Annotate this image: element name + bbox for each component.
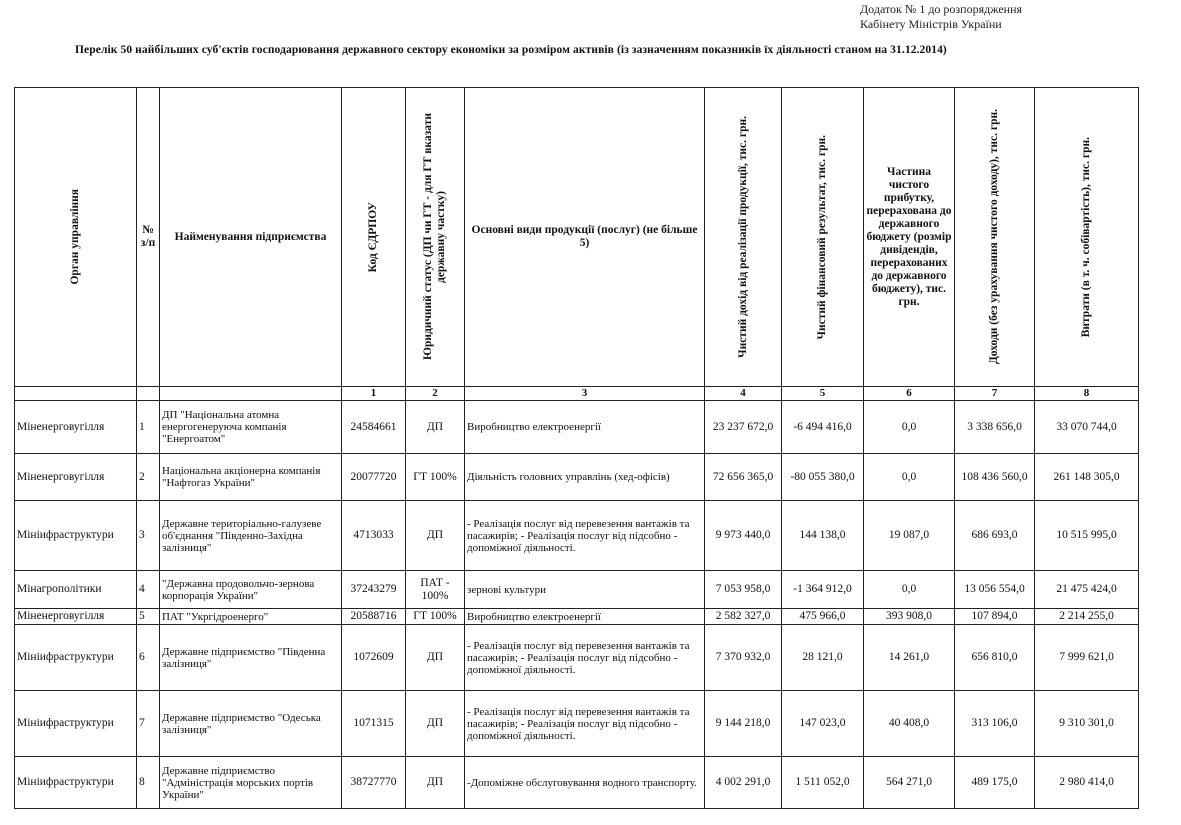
cell-net-income: 2 582 327,0 (705, 609, 782, 625)
header-net-result: Чистий фінансовий результат, тис. грн. (782, 88, 864, 387)
table-row (15, 501, 1139, 571)
header-organ: Орган управління (15, 88, 137, 387)
cell-organ: Мініифраструктури (15, 501, 137, 571)
colnum-2: 2 (406, 387, 465, 401)
document-title: Перелік 50 найбільших суб'єктів господарювання державного сектору економіки за розміром активів (із зазначенням показників їх діяльності станом на 31.12.2014) (75, 44, 947, 56)
cell-revenue: 313 106,0 (955, 691, 1035, 757)
cell-no: 5 (137, 609, 160, 625)
cell-net-income: 4 002 291,0 (705, 757, 782, 809)
cell-organ: Мінагрополітики (15, 571, 137, 609)
header-revenue: Доходи (без урахування чистого доходу), тис. грн. (955, 88, 1035, 387)
cell-expenses: 9 310 301,0 (1035, 691, 1139, 757)
cell-profit-share: 0,0 (864, 454, 955, 501)
cell-no: 7 (137, 691, 160, 757)
cell-products: - Реалізація послуг від перевезення вантажів та пасажирів; - Реалізація послуг від підсобно - допоміжної діяльності. (465, 691, 705, 757)
cell-profit-share: 0,0 (864, 571, 955, 609)
cell-expenses: 33 070 744,0 (1035, 401, 1139, 454)
cell-status: ДП (406, 757, 465, 809)
cell-no: 4 (137, 571, 160, 609)
header-name: Найменування підприємства (160, 88, 342, 387)
cell-code: 20077720 (342, 454, 406, 501)
table-row (15, 691, 1139, 757)
cell-revenue: 3 338 656,0 (955, 401, 1035, 454)
cell-profit-share: 564 271,0 (864, 757, 955, 809)
cell-organ: Міненерговугілля (15, 609, 137, 625)
cell-no: 3 (137, 501, 160, 571)
header-expenses: Витрати (в т. ч. собівартість), тис. грн. (1035, 88, 1139, 387)
annex-note (860, 2, 1022, 32)
cell-no: 2 (137, 454, 160, 501)
cell-status: ПАТ - 100% (406, 571, 465, 609)
cell-net-result: 28 121,0 (782, 625, 864, 691)
cell-status: ДП (406, 691, 465, 757)
cell-organ: Мініифраструктури (15, 691, 137, 757)
colnum-5: 5 (782, 387, 864, 401)
cell-expenses: 2 980 414,0 (1035, 757, 1139, 809)
cell-products: Виробництво електроенергії (465, 609, 705, 625)
column-numbers-row (15, 387, 1139, 401)
cell-name: Державне підприємство "Адміністрація морських портів України" (160, 757, 342, 809)
colnum-4: 4 (705, 387, 782, 401)
cell-code: 1072609 (342, 625, 406, 691)
cell-organ: Міненерговугілля (15, 401, 137, 454)
header-code: Код ЄДРПОУ (342, 88, 406, 387)
cell-organ: Мініифраструктури (15, 625, 137, 691)
cell-net-income: 72 656 365,0 (705, 454, 782, 501)
cell-revenue: 686 693,0 (955, 501, 1035, 571)
colnum-empty-2 (137, 387, 160, 401)
cell-net-result: -1 364 912,0 (782, 571, 864, 609)
cell-code: 24584661 (342, 401, 406, 454)
cell-products: -Допоміжне обслуговування водного транспорту. (465, 757, 705, 809)
cell-profit-share: 14 261,0 (864, 625, 955, 691)
table-row (15, 401, 1139, 454)
header-no: № з/п (137, 88, 160, 387)
cell-products: - Реалізація послуг від перевезення вантажів та пасажирів; - Реалізація послуг від підсобно - допоміжної діяльності. (465, 625, 705, 691)
header-row (15, 88, 1139, 387)
cell-name: "Державна продовольчо-зернова корпорація України" (160, 571, 342, 609)
cell-expenses: 7 999 621,0 (1035, 625, 1139, 691)
cell-net-income: 7 053 958,0 (705, 571, 782, 609)
annex-line-2: Кабінету Міністрів України (860, 17, 1002, 31)
colnum-empty-3 (160, 387, 342, 401)
cell-name: Державне підприємство "Південна залізниця" (160, 625, 342, 691)
cell-no: 1 (137, 401, 160, 454)
colnum-7: 7 (955, 387, 1035, 401)
cell-products: Виробництво електроенергії (465, 401, 705, 454)
cell-organ: Міненерговугілля (15, 454, 137, 501)
colnum-1: 1 (342, 387, 406, 401)
colnum-empty-1 (15, 387, 137, 401)
cell-name: ДП "Національна атомна енергогенеруюча компанія "Енергоатом" (160, 401, 342, 454)
cell-no: 6 (137, 625, 160, 691)
cell-products: - Реалізація послуг від перевезення вантажів та пасажирів; - Реалізація послуг від підсобно - допоміжної діяльності. (465, 501, 705, 571)
cell-revenue: 656 810,0 (955, 625, 1035, 691)
cell-net-result: 144 138,0 (782, 501, 864, 571)
cell-expenses: 2 214 255,0 (1035, 609, 1139, 625)
cell-net-result: 1 511 052,0 (782, 757, 864, 809)
cell-code: 4713033 (342, 501, 406, 571)
cell-code: 38727770 (342, 757, 406, 809)
cell-net-income: 7 370 932,0 (705, 625, 782, 691)
cell-profit-share: 19 087,0 (864, 501, 955, 571)
table-row (15, 757, 1139, 809)
cell-status: ГТ 100% (406, 609, 465, 625)
cell-name: Державне територіально-галузеве об'єднання "Південно-Західна залізниця" (160, 501, 342, 571)
header-net-income: Чистий дохід від реалізації продукції, тис. грн. (705, 88, 782, 387)
cell-net-income: 23 237 672,0 (705, 401, 782, 454)
cell-expenses: 10 515 995,0 (1035, 501, 1139, 571)
cell-revenue: 13 056 554,0 (955, 571, 1035, 609)
cell-net-result: 475 966,0 (782, 609, 864, 625)
cell-profit-share: 0,0 (864, 401, 955, 454)
cell-name: ПАТ "Укргідроенерго" (160, 609, 342, 625)
colnum-6: 6 (864, 387, 955, 401)
cell-profit-share: 393 908,0 (864, 609, 955, 625)
header-status: Юридичний статус (ДП чи ГТ - для ГТ вказати державну частку) (406, 88, 465, 387)
cell-code: 37243279 (342, 571, 406, 609)
cell-revenue: 108 436 560,0 (955, 454, 1035, 501)
annex-line-1: Додаток № 1 до розпорядження (860, 2, 1023, 16)
cell-net-income: 9 973 440,0 (705, 501, 782, 571)
cell-revenue: 107 894,0 (955, 609, 1035, 625)
cell-net-income: 9 144 218,0 (705, 691, 782, 757)
header-products: Основні види продукції (послуг) (не більше 5) (465, 88, 705, 387)
table-row (15, 571, 1139, 609)
cell-name: Національна акціонерна компанія "Нафтогаз України" (160, 454, 342, 501)
cell-expenses: 261 148 305,0 (1035, 454, 1139, 501)
colnum-8: 8 (1035, 387, 1139, 401)
cell-products: Діяльність головних управлінь (хед-офісів) (465, 454, 705, 501)
table-row (15, 609, 1139, 625)
cell-status: ДП (406, 625, 465, 691)
cell-status: ДП (406, 501, 465, 571)
colnum-3: 3 (465, 387, 705, 401)
header-profit-share: Частина чистого прибутку, перерахована до державного бюджету (розмір дивідендів, перерахованих до державного бюджету), тис. грн. (864, 88, 955, 387)
cell-code: 20588716 (342, 609, 406, 625)
cell-name: Державне підприємство "Одеська залізниця" (160, 691, 342, 757)
cell-revenue: 489 175,0 (955, 757, 1035, 809)
cell-net-result: 147 023,0 (782, 691, 864, 757)
cell-status: ГТ 100% (406, 454, 465, 501)
table-row (15, 625, 1139, 691)
cell-net-result: -80 055 380,0 (782, 454, 864, 501)
table-row (15, 454, 1139, 501)
cell-code: 1071315 (342, 691, 406, 757)
cell-expenses: 21 475 424,0 (1035, 571, 1139, 609)
cell-net-result: -6 494 416,0 (782, 401, 864, 454)
cell-products: зернові культури (465, 571, 705, 609)
cell-organ: Мініифраструктури (15, 757, 137, 809)
cell-profit-share: 40 408,0 (864, 691, 955, 757)
cell-no: 8 (137, 757, 160, 809)
enterprises-table (14, 87, 1139, 809)
cell-status: ДП (406, 401, 465, 454)
